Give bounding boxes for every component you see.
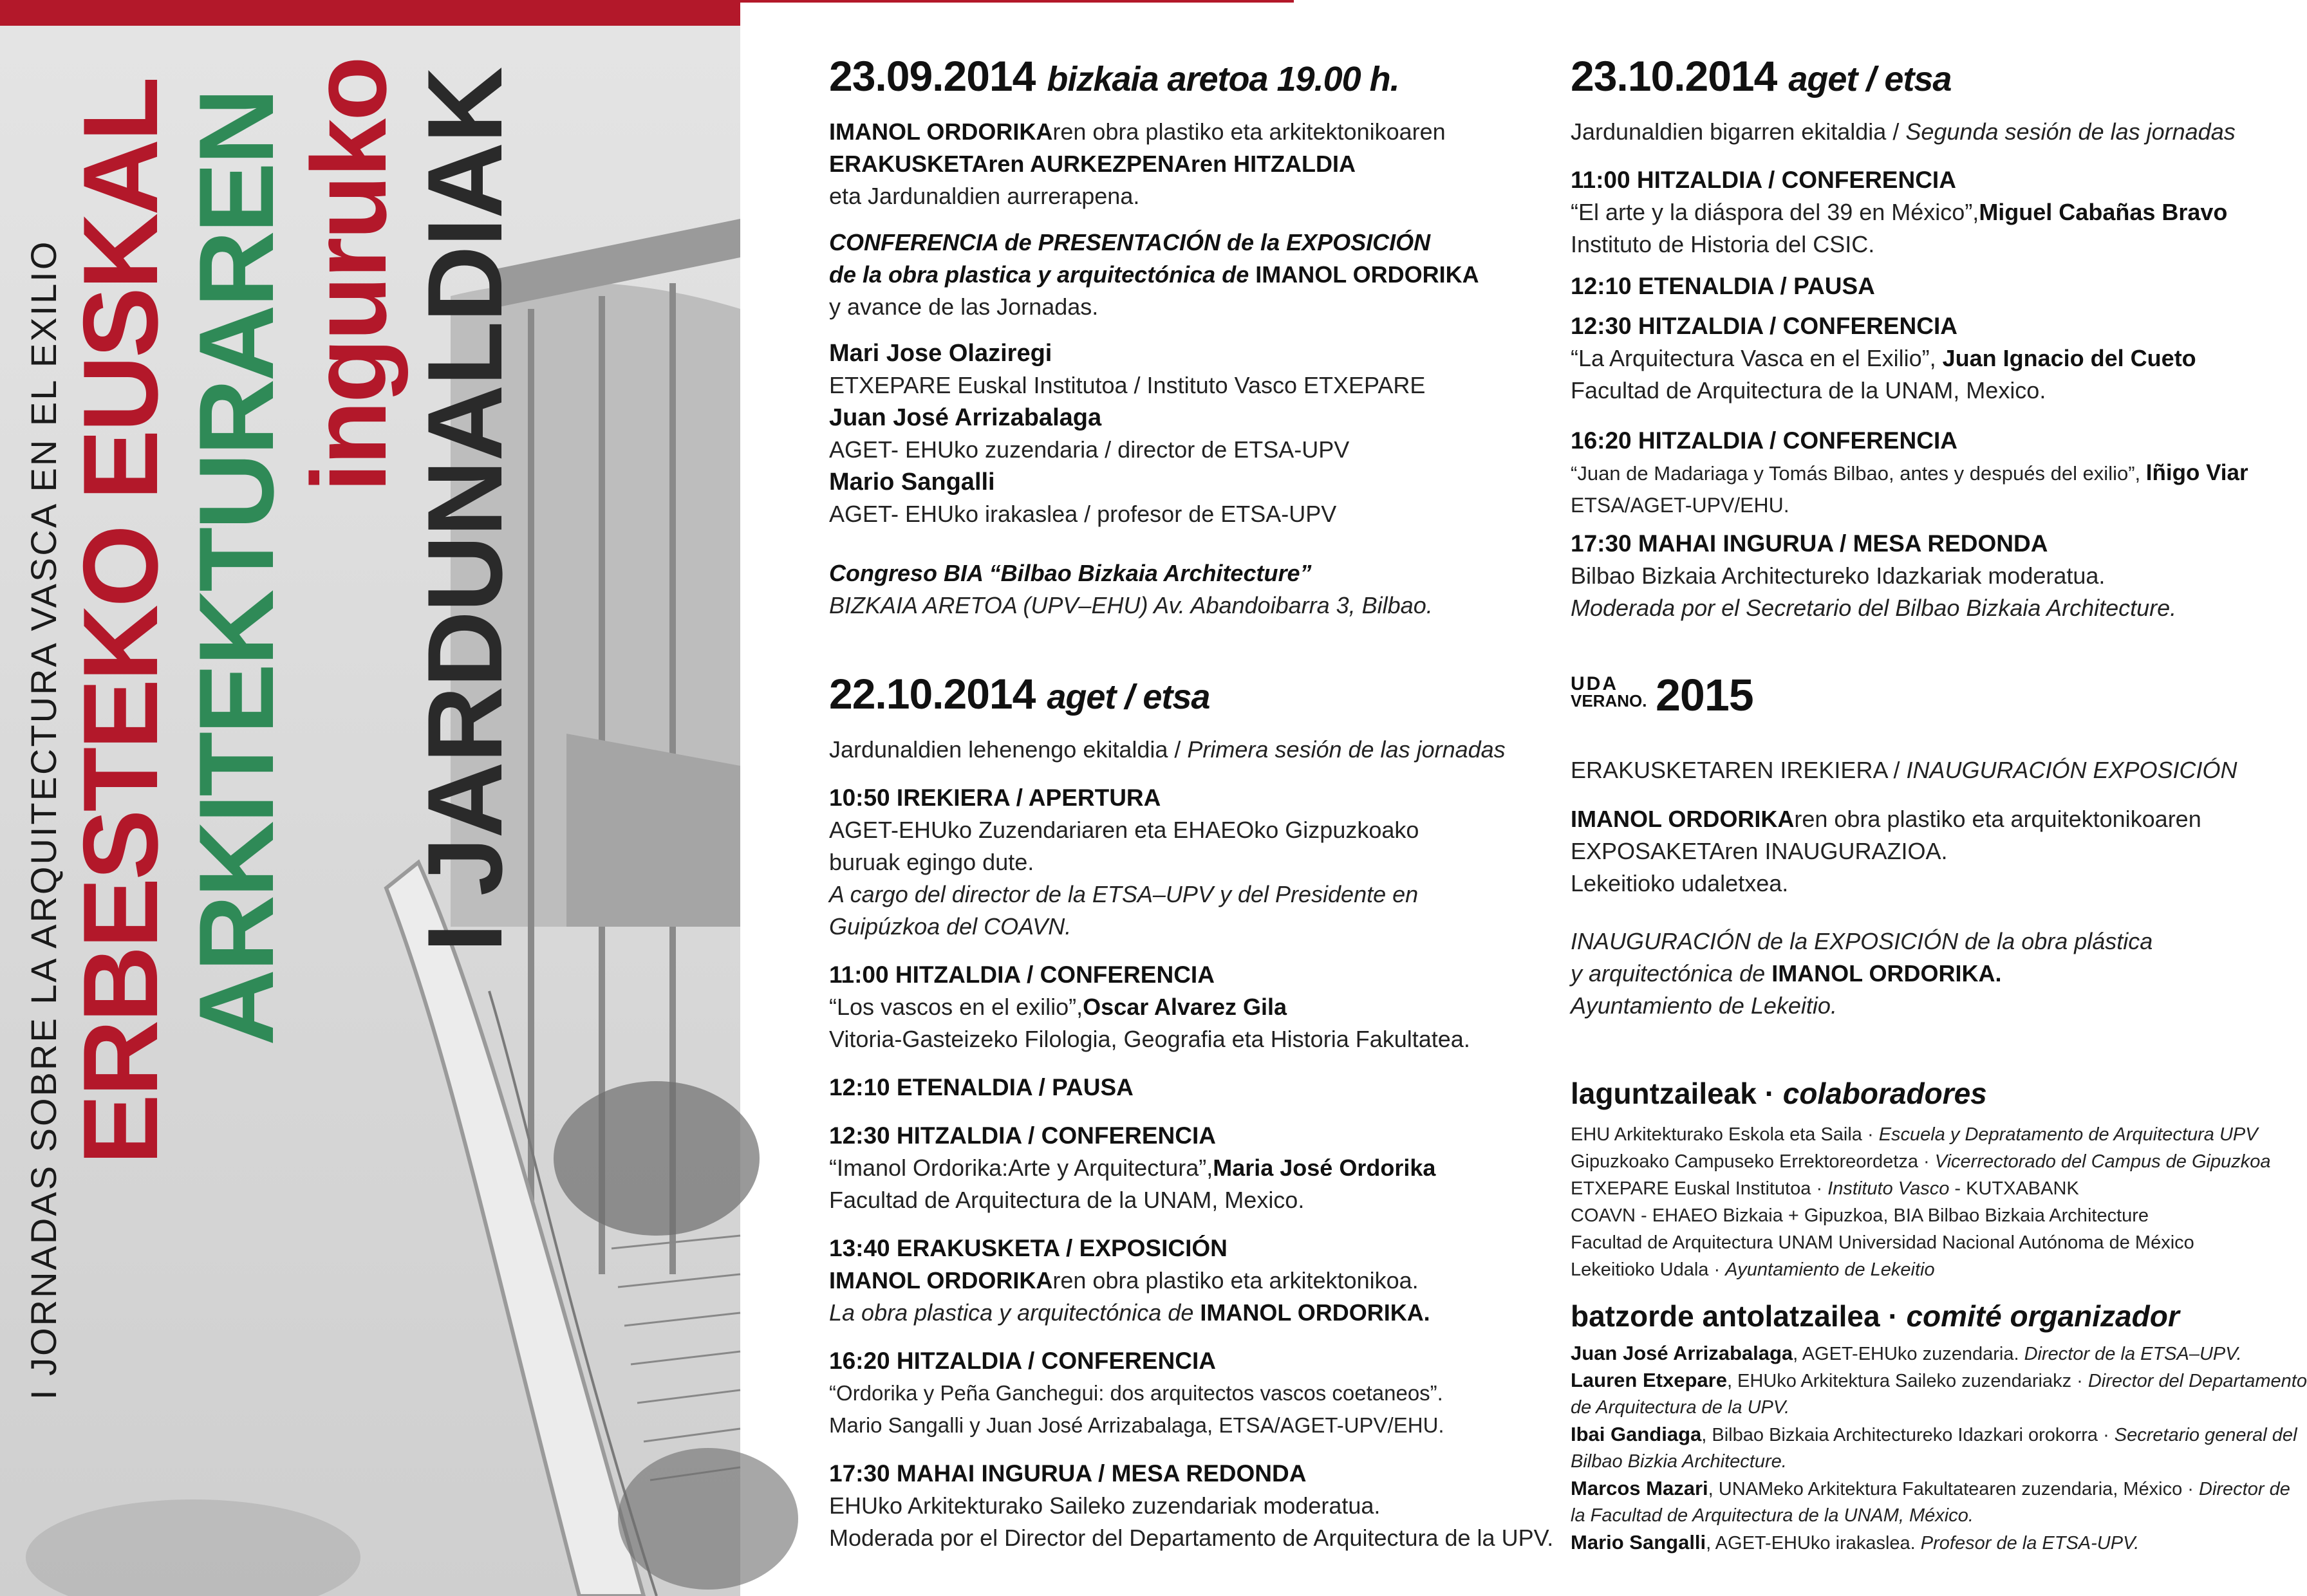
talk-speaker: Juan Ignacio del Cueto bbox=[1942, 345, 2196, 371]
talk-speaker: Maria José Ordorika bbox=[1213, 1155, 1436, 1181]
collab-eu: EHU Arkitekturako Eskola eta Saila · bbox=[1571, 1124, 1879, 1145]
agenda-line-rest: ren obra plastiko eta arkitektonikoa. bbox=[1052, 1267, 1419, 1294]
session2-place: aget / etsa bbox=[1047, 678, 1210, 716]
agenda-line bbox=[829, 1297, 1430, 1329]
collab-es: Escuela y Depratamento de Arquitectura UPV bbox=[1878, 1124, 2258, 1145]
session1-es-line3: y avance de las Jornadas. bbox=[829, 293, 1099, 320]
agenda-line: EHUko Arkitekturako Saileko zuzendariak moderatua. bbox=[829, 1492, 1381, 1519]
agenda-item-head: 17:30 MAHAI INGURUA / MESA REDONDA bbox=[1571, 530, 2048, 557]
talk-title: “Imanol Ordorika:Arte y Arquitectura”, bbox=[829, 1155, 1213, 1181]
agenda-item-head: 12:10 ETENALDIA / PAUSA bbox=[829, 1074, 1134, 1100]
poster-title-line1: ERBESTEKO EUSKAL bbox=[61, 79, 180, 1165]
collaborator-row: COAVN - EHAEO Bizkaia + Gipuzkoa, BIA Bilbao Bizkaia Architecture bbox=[1571, 1205, 2149, 1226]
artist-name: IMANOL ORDORIKA bbox=[1571, 806, 1795, 832]
session2-header bbox=[829, 669, 1210, 718]
member-es: Director de bbox=[2199, 1479, 2290, 1499]
agenda-item-head: 12:30 HITZALDIA / CONFERENCIA bbox=[1571, 313, 1957, 339]
session1-place: bizkaia aretoa 19.00 h. bbox=[1047, 60, 1399, 98]
session1-eu-bold: IMANOL ORDORIKA bbox=[829, 118, 1053, 145]
agenda-line: Moderada por el Director del Departamento de Arquitectura de la UPV. bbox=[829, 1525, 1554, 1551]
session4-head-es: INAUGURACIÓN EXPOSICIÓN bbox=[1906, 757, 2237, 783]
collab-es: Vicerrectorado del Campus de Gipuzkoa bbox=[1934, 1151, 2271, 1172]
agenda-talk bbox=[1571, 196, 2227, 228]
agenda-line: Moderada por el Secretario del Bilbao Bizkaia Architecture. bbox=[1571, 595, 2177, 621]
agenda-item-head: 10:50 IREKIERA / APERTURA bbox=[829, 784, 1161, 811]
agenda-line: Instituto de Historia del CSIC. bbox=[1571, 231, 1875, 257]
speaker-role: ETXEPARE Euskal Institutoa / Instituto Vasco ETXEPARE bbox=[829, 372, 1426, 398]
verano-label: VERANO. bbox=[1571, 691, 1647, 710]
collaborator-row bbox=[1571, 1148, 2271, 1175]
committee-member bbox=[1571, 1367, 2307, 1395]
agenda-item-head: 12:10 ETENALDIA / PAUSA bbox=[1571, 273, 1875, 299]
agenda-line: Bilbao Bizkaia Architectureko Idazkariak moderatua. bbox=[1571, 562, 2106, 589]
poster-top-red-bar bbox=[0, 0, 740, 26]
congress-line1: Congreso BIA “Bilbao Bizkaia Architecture” bbox=[829, 560, 1312, 586]
talk-speaker: Miguel Cabañas Bravo bbox=[1979, 199, 2228, 225]
session1-es-line2 bbox=[829, 259, 1479, 291]
member-eu: , Bilbao Bizkaia Architectureko Idazkari orokorra · bbox=[1701, 1425, 2115, 1445]
poster-subtitle: I JORNADAS SOBRE LA ARQUITECTURA VASCA EN EL EXILIO bbox=[23, 239, 64, 1400]
session2-date: 22.10.2014 bbox=[829, 670, 1036, 718]
top-red-line bbox=[740, 0, 1294, 3]
session3-intro-eu: Jardunaldien bigarren ekitaldia / bbox=[1571, 118, 1906, 145]
agenda-line: Vitoria-Gasteizeko Filologia, Geografia eta Historia Fakultatea. bbox=[829, 1026, 1470, 1052]
committee-member-cont: la Facultad de Arquitectura de la UNAM, México. bbox=[1571, 1505, 1974, 1526]
collaborator-row bbox=[1571, 1175, 2079, 1202]
session1-eu-line1 bbox=[829, 116, 1446, 148]
session1-date: 23.09.2014 bbox=[829, 52, 1036, 100]
session1-header bbox=[829, 51, 1399, 100]
session1-es-line2-b: IMANOL ORDORIKA bbox=[1255, 261, 1479, 288]
session1-es-line2-a: de la obra plastica y arquitectónica de bbox=[829, 261, 1256, 288]
collaborator-row: Facultad de Arquitectura UNAM Universidad Nacional Autónoma de México bbox=[1571, 1232, 2194, 1253]
session4-line-rest: ren obra plastiko eta arquitektonikoaren bbox=[1794, 806, 2201, 832]
agenda-item-head: 11:00 HITZALDIA / CONFERENCIA bbox=[1571, 167, 1956, 193]
collab-title-es: colaboradores bbox=[1782, 1077, 1987, 1110]
talk-title: “Los vascos en el exilio”, bbox=[829, 994, 1083, 1020]
speaker-role: AGET- EHUko irakaslea / profesor de ETSA-UPV bbox=[829, 501, 1337, 527]
session4-line: EXPOSAKETAren INAUGURAZIOA. bbox=[1571, 838, 1948, 864]
committee-member bbox=[1571, 1475, 2290, 1503]
year-label: 2015 bbox=[1656, 670, 1753, 720]
session2-intro bbox=[829, 734, 1506, 766]
agenda-line bbox=[829, 1265, 1419, 1297]
session2-intro-es: Primera sesión de las jornadas bbox=[1187, 736, 1506, 763]
collab-es: Ayuntamiento de Lekeitio bbox=[1725, 1259, 1935, 1280]
congress-line2: BIZKAIA ARETOA (UPV–EHU) Av. Abandoibarra 3, Bilbao. bbox=[829, 592, 1433, 618]
member-eu: , AGET-EHUko irakaslea. bbox=[1706, 1533, 1921, 1554]
committee-member-cont: Bilbao Bizkia Architecture. bbox=[1571, 1451, 1787, 1472]
session3-date: 23.10.2014 bbox=[1571, 52, 1777, 100]
member-es: Director de la ETSA–UPV. bbox=[2024, 1344, 2242, 1364]
poster-title-line4: I JARDUNALDIAK bbox=[406, 68, 524, 952]
agenda-line: ETSA/AGET-UPV/EHU. bbox=[1571, 494, 1789, 517]
session4-line: INAUGURACIÓN de la EXPOSICIÓN de la obra plástica bbox=[1571, 928, 2153, 954]
collab-es: Instituto Vasco bbox=[1827, 1178, 1950, 1199]
agenda-line: A cargo del director de la ETSA–UPV y del Presidente en bbox=[829, 881, 1419, 907]
collab-tail: - KUTXABANK bbox=[1949, 1178, 2079, 1199]
agenda-line: Facultad de Arquitectura de la UNAM, Mexico. bbox=[829, 1187, 1305, 1213]
artist-name: IMANOL ORDORIKA bbox=[829, 1267, 1053, 1294]
session1-eu-line2: ERAKUSKETAren AURKEZPENAren HITZALDIA bbox=[829, 151, 1356, 177]
session4-line bbox=[1571, 958, 2002, 990]
speaker-name: Mario Sangalli bbox=[829, 469, 995, 496]
session1-es-line1: CONFERENCIA de PRESENTACIÓN de la EXPOSICIÓN bbox=[829, 229, 1431, 255]
agenda-line: “Ordorika y Peña Ganchegui: dos arquitectos vascos coetaneos”. bbox=[829, 1381, 1443, 1405]
talk-speaker: Iñigo Viar bbox=[2145, 460, 2248, 485]
session3-place: aget / etsa bbox=[1788, 60, 1952, 98]
member-es: Director del Departamento bbox=[2088, 1371, 2307, 1391]
talk-title: “Juan de Madariaga y Tomás Bilbao, antes y después del exilio”, bbox=[1571, 462, 2146, 485]
session3-intro-es: Segunda sesión de las jornadas bbox=[1905, 118, 2236, 145]
agenda-talk bbox=[829, 1152, 1435, 1184]
collab-title-eu: laguntzaileak · bbox=[1571, 1077, 1783, 1110]
committee-member-cont: de Arquitectura de la UPV. bbox=[1571, 1397, 1790, 1418]
session1-eu-rest: ren obra plastiko eta arkitektonikoaren bbox=[1052, 118, 1446, 145]
speaker-name: Juan José Arrizabalaga bbox=[829, 404, 1102, 431]
talk-title: “El arte y la diáspora del 39 en México”, bbox=[1571, 199, 1979, 225]
agenda-talk bbox=[829, 991, 1287, 1023]
session4-head-eu: ERAKUSKETAREN IREKIERA / bbox=[1571, 757, 1907, 783]
member-eu: , AGET-EHUko zuzendaria. bbox=[1793, 1344, 2024, 1364]
member-name: Marcos Mazari bbox=[1571, 1477, 1708, 1499]
talk-title: “La Arquitectura Vasca en el Exilio”, bbox=[1571, 345, 1943, 371]
session4-line bbox=[1571, 803, 2201, 835]
collaborator-row bbox=[1571, 1256, 1935, 1283]
session3-header bbox=[1571, 51, 1951, 100]
committee-title-eu: batzorde antolatzailea · bbox=[1571, 1299, 1907, 1333]
member-es: Profesor de la ETSA-UPV. bbox=[1920, 1533, 2140, 1554]
agenda-item-head: 16:20 HITZALDIA / CONFERENCIA bbox=[829, 1348, 1216, 1374]
member-es: Secretario general del bbox=[2114, 1425, 2297, 1445]
committee-member bbox=[1571, 1340, 2242, 1368]
agenda-item-head: 16:20 HITZALDIA / CONFERENCIA bbox=[1571, 427, 1957, 454]
uda-label: UDA bbox=[1571, 673, 1618, 694]
agenda-line-it: La obra plastica y arquitectónica de bbox=[829, 1299, 1200, 1326]
collab-eu: Lekeitioko Udala · bbox=[1571, 1259, 1726, 1280]
collaborators-title bbox=[1571, 1076, 1987, 1111]
agenda-line: buruak egingo dute. bbox=[829, 849, 1034, 875]
committee-title-es: comité organizador bbox=[1906, 1299, 2180, 1333]
member-eu: , UNAMeko Arkitektura Fakultatearen zuzendaria, México · bbox=[1708, 1479, 2200, 1499]
member-eu: , EHUko Arkitektura Saileko zuzendariakz · bbox=[1726, 1371, 2088, 1391]
committee-member bbox=[1571, 1529, 2139, 1557]
collaborator-row bbox=[1571, 1121, 2258, 1148]
poster-panel bbox=[0, 0, 740, 1596]
agenda-item-head: 17:30 MAHAI INGURUA / MESA REDONDA bbox=[829, 1460, 1307, 1487]
agenda-line: Mario Sangalli y Juan José Arrizabalaga, ETSA/AGET-UPV/EHU. bbox=[829, 1413, 1444, 1437]
session4-line: Ayuntamiento de Lekeitio. bbox=[1571, 992, 1837, 1019]
talk-speaker: Oscar Alvarez Gila bbox=[1083, 994, 1287, 1020]
session3-intro bbox=[1571, 116, 2236, 148]
poster-title-line3: inguruko bbox=[290, 59, 408, 492]
artist-name: IMANOL ORDORIKA. bbox=[1200, 1299, 1430, 1326]
session4-head bbox=[1571, 754, 2237, 786]
session4-line-it: y arquitectónica de bbox=[1571, 960, 1772, 987]
agenda-line: AGET-EHUko Zuzendariaren eta EHAEOko Gizpuzkoako bbox=[829, 817, 1419, 843]
artist-name: IMANOL ORDORIKA. bbox=[1771, 960, 2002, 987]
speaker-role: AGET- EHUko zuzendaria / director de ETSA-UPV bbox=[829, 436, 1350, 463]
member-name: Lauren Etxepare bbox=[1571, 1369, 1727, 1391]
collab-eu: Gipuzkoako Campuseko Errektoreordetza · bbox=[1571, 1151, 1935, 1172]
session2-intro-eu: Jardunaldien lehenengo ekitaldia / bbox=[829, 736, 1188, 763]
committee-title bbox=[1571, 1299, 2180, 1333]
agenda-item-head: 12:30 HITZALDIA / CONFERENCIA bbox=[829, 1122, 1216, 1149]
session4-line: Lekeitioko udaletxea. bbox=[1571, 870, 1789, 896]
agenda-talk bbox=[1571, 342, 2196, 375]
session1-eu-line3: eta Jardunaldien aurrerapena. bbox=[829, 183, 1140, 209]
agenda-item-head: 13:40 ERAKUSKETA / EXPOSICIÓN bbox=[829, 1235, 1228, 1261]
member-name: Juan José Arrizabalaga bbox=[1571, 1342, 1793, 1364]
poster-title-line2: ARKITEKTURAREN bbox=[177, 91, 295, 1046]
member-name: Mario Sangalli bbox=[1571, 1531, 1706, 1554]
agenda-item-head: 11:00 HITZALDIA / CONFERENCIA bbox=[829, 961, 1215, 988]
speaker-name: Mari Jose Olaziregi bbox=[829, 340, 1052, 367]
collab-eu: ETXEPARE Euskal Institutoa · bbox=[1571, 1178, 1828, 1199]
committee-member bbox=[1571, 1421, 2297, 1449]
agenda-line: Facultad de Arquitectura de la UNAM, Mexico. bbox=[1571, 377, 2046, 404]
agenda-line: Guipúzkoa del COAVN. bbox=[829, 913, 1072, 940]
agenda-talk bbox=[1571, 457, 2248, 490]
member-name: Ibai Gandiaga bbox=[1571, 1423, 1702, 1445]
